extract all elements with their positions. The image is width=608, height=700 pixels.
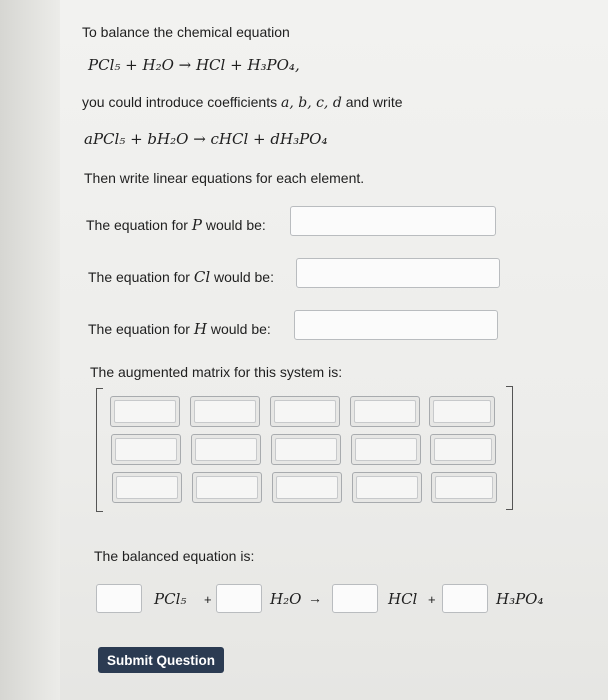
coefficients-sentence-start: you could introduce coefficients <box>82 94 278 110</box>
matrix-cell-r2c3[interactable] <box>271 434 341 465</box>
matrix-cell-r2c2[interactable] <box>191 434 261 465</box>
equation-cl-prefix: The equation for <box>88 269 190 285</box>
balanced-label: The balanced equation is: <box>94 548 255 564</box>
equation-cl-element: Cl <box>193 268 211 286</box>
balanced-term-hcl: HCl <box>388 590 418 608</box>
coefficient-equation: aPCl₅ + bH₂O → cHCl + dH₃PO₄ <box>84 130 328 148</box>
coefficient-variables: a, b, c, d <box>280 95 342 111</box>
matrix-cell-r1c3[interactable] <box>270 396 340 427</box>
balanced-term-pcl5: PCl₅ <box>154 590 187 608</box>
matrix-cell-r3c1[interactable] <box>112 472 182 503</box>
intro-text: To balance the chemical equation <box>82 24 290 40</box>
equation-p-prefix: The equation for <box>86 217 188 233</box>
equation-p-element: P <box>191 216 202 234</box>
original-equation: PCl₅ + H₂O → HCl + H₃PO₄, <box>88 56 300 74</box>
plus-sign-1: + <box>204 592 212 607</box>
coefficients-sentence-end: and write <box>345 94 403 110</box>
matrix-cell-r2c5[interactable] <box>430 434 496 465</box>
equation-cl-label <box>88 268 274 286</box>
equation-h-input[interactable] <box>294 310 498 340</box>
coefficient-d-input[interactable] <box>442 584 488 613</box>
matrix-right-bracket <box>506 386 513 510</box>
equation-h-prefix: The equation for <box>88 321 190 337</box>
equation-h-element: H <box>193 320 207 338</box>
equation-p-suffix: would be: <box>205 217 266 233</box>
matrix-label: The augmented matrix for this system is: <box>90 364 343 380</box>
coefficients-sentence <box>82 94 403 111</box>
matrix-cell-r1c1[interactable] <box>110 396 180 427</box>
matrix-cell-r1c4[interactable] <box>350 396 420 427</box>
matrix-cell-r2c4[interactable] <box>351 434 421 465</box>
equation-p-label <box>86 216 266 234</box>
balanced-term-h3po4: H₃PO₄ <box>496 590 544 608</box>
submit-question-button[interactable]: Submit Question <box>98 647 224 673</box>
matrix-cell-r3c3[interactable] <box>272 472 342 503</box>
equation-h-suffix: would be: <box>210 321 271 337</box>
balanced-term-h2o: H₂O <box>270 590 302 608</box>
matrix-cell-r1c2[interactable] <box>190 396 260 427</box>
equation-cl-input[interactable] <box>296 258 500 288</box>
matrix-cell-r3c5[interactable] <box>431 472 497 503</box>
matrix-cell-r3c2[interactable] <box>192 472 262 503</box>
plus-sign-2: + <box>428 592 436 607</box>
matrix-cell-r3c4[interactable] <box>352 472 422 503</box>
coefficient-c-input[interactable] <box>332 584 378 613</box>
equation-p-input[interactable] <box>290 206 496 236</box>
reaction-arrow: → <box>308 590 322 606</box>
matrix-left-bracket <box>96 388 103 512</box>
coefficient-b-input[interactable] <box>216 584 262 613</box>
equation-h-label <box>88 320 271 338</box>
coefficient-a-input[interactable] <box>96 584 142 613</box>
equation-cl-suffix: would be: <box>214 269 274 285</box>
photo-edge-shadow <box>0 0 60 700</box>
matrix-cell-r1c5[interactable] <box>429 396 495 427</box>
matrix-cell-r2c1[interactable] <box>111 434 181 465</box>
instruction-text: Then write linear equations for each element. <box>84 170 365 186</box>
